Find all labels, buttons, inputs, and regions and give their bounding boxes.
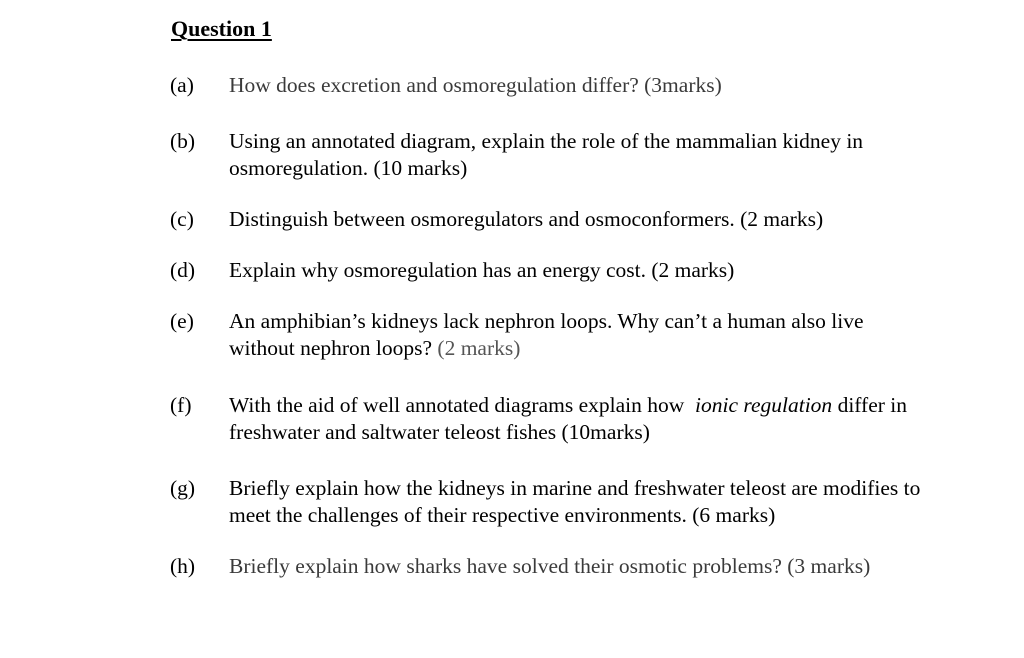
question-line	[229, 335, 1019, 362]
question-text	[229, 475, 1019, 529]
question-line: Using an annotated diagram, explain the role of the mammalian kidney in	[229, 129, 864, 153]
question-letter: (a)	[170, 73, 194, 97]
question-text	[229, 72, 1019, 99]
question-text	[229, 128, 1019, 182]
question-letter: (e)	[170, 309, 194, 333]
question-line: Distinguish between osmoregulators and osmoconformers. (2 marks)	[229, 207, 824, 231]
question-line: osmoregulation. (10 marks)	[229, 156, 468, 180]
question-heading: Question 1	[171, 16, 272, 41]
question-letter: (h)	[170, 554, 196, 578]
question-letter: (f)	[170, 393, 192, 417]
question-line: meet the challenges of their respective environments. (6 marks)	[229, 503, 776, 527]
emphasized-term: ionic regulation	[695, 393, 833, 417]
question-line: Briefly explain how the kidneys in marine and freshwater teleost are modifies to	[229, 476, 921, 500]
question-letter: (g)	[170, 476, 196, 500]
question-line: Explain why osmoregulation has an energy cost. (2 marks)	[229, 258, 735, 282]
question-letter: (b)	[170, 129, 196, 153]
question-letter: (d)	[170, 258, 196, 282]
question-text	[229, 308, 1019, 362]
question-line: How does excretion and osmoregulation differ? (3marks)	[229, 73, 722, 97]
question-line-start: With the aid of well annotated diagrams explain how	[229, 393, 685, 417]
question-line	[229, 392, 1019, 419]
question-line: An amphibian’s kidneys lack nephron loops. Why can’t a human also live	[229, 309, 864, 333]
question-text	[229, 206, 1019, 233]
question-text	[229, 553, 1019, 580]
question-line: Briefly explain how sharks have solved their osmotic problems? (3 marks)	[229, 554, 871, 578]
question-line-start: without nephron loops?	[229, 336, 433, 360]
question-text	[229, 257, 1019, 284]
question-letter: (c)	[170, 207, 194, 231]
question-line-end: differ in	[837, 393, 908, 417]
question-text	[229, 392, 1019, 446]
question-line: freshwater and saltwater teleost fishes (10marks)	[229, 420, 650, 444]
question-marks: (2 marks)	[437, 336, 521, 360]
